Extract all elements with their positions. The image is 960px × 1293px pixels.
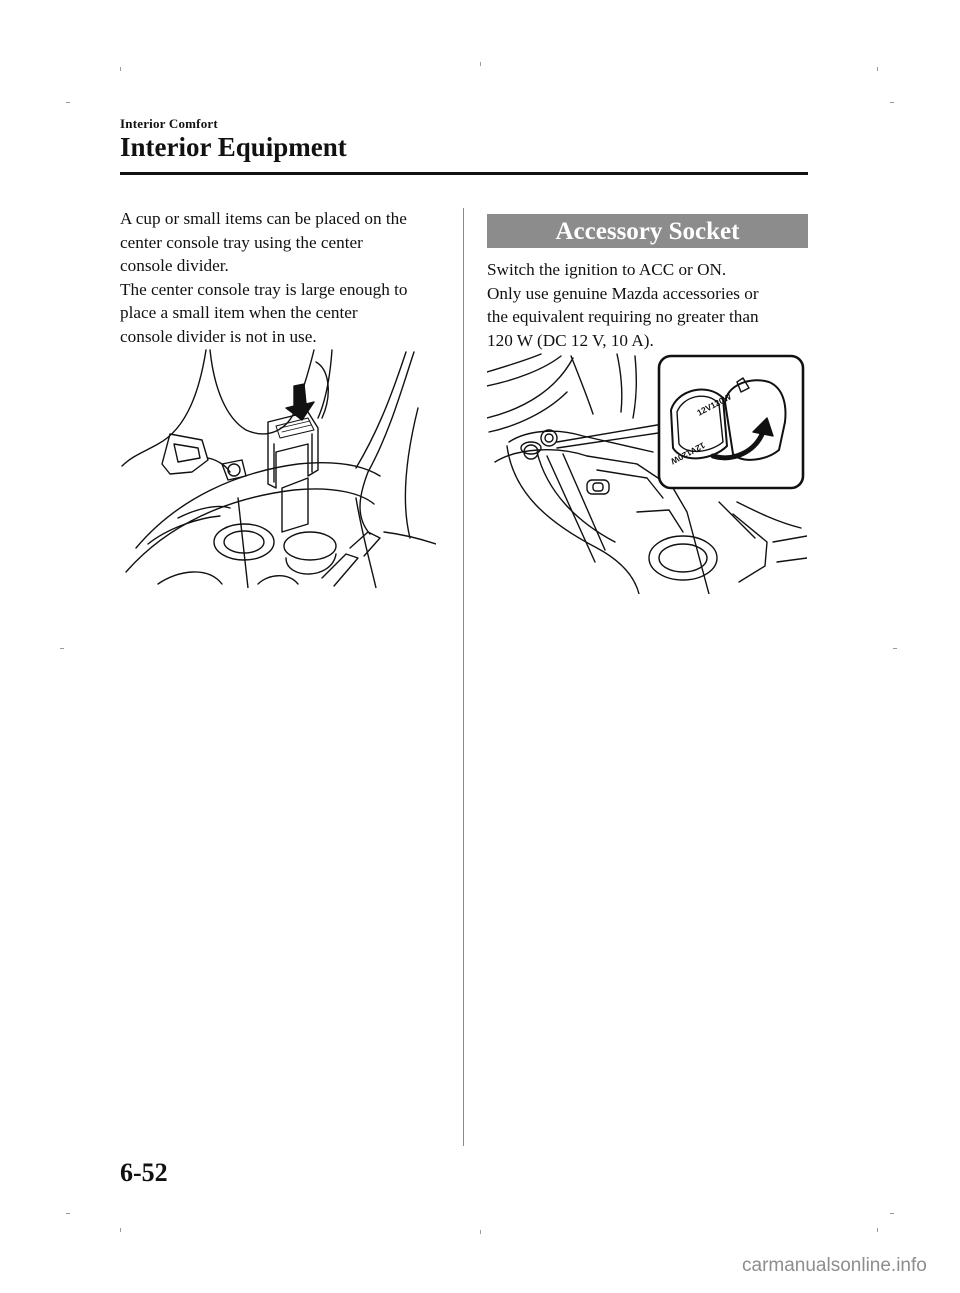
crop-mark [120, 1228, 121, 1232]
crop-mark [877, 67, 878, 71]
section-label: Interior Comfort [120, 116, 218, 131]
watermark: carmanualsonline.info [742, 1255, 927, 1276]
crop-mark [890, 1213, 894, 1214]
title-rule [120, 172, 808, 175]
accessory-socket-illustration [487, 352, 807, 594]
text-line: Switch the ignition to ACC or ON. [487, 260, 727, 279]
crop-mark [60, 648, 64, 649]
text-line: place a small item when the center [120, 303, 358, 323]
crop-mark [120, 67, 121, 71]
text-line: console divider. [120, 256, 229, 276]
text-line: the equivalent requiring no greater than [487, 307, 759, 327]
crop-mark [893, 648, 897, 649]
text-line: center console tray using the center [120, 232, 363, 252]
page-number: 6-52 [120, 1158, 168, 1187]
column-divider [463, 208, 464, 1146]
crop-mark [480, 1230, 481, 1234]
text-line: A cup or small items can be placed on the [120, 209, 407, 228]
accessory-socket-description [487, 258, 759, 352]
socket-rating-label: 12V120W [695, 391, 733, 418]
section-heading: Accessory Socket [487, 214, 808, 248]
text-line: console divider is not in use. [120, 326, 317, 346]
crop-mark [877, 1228, 878, 1232]
crop-mark [480, 62, 481, 66]
page-title: Interior Equipment [120, 132, 347, 162]
console-tray-description [120, 207, 407, 349]
crop-mark [66, 1213, 70, 1214]
crop-mark [66, 102, 70, 103]
text-line: Only use genuine Mazda accessories or [487, 283, 759, 303]
text-line: The center console tray is large enough to [120, 279, 408, 299]
crop-mark [890, 102, 894, 103]
text-line: 120 W (DC 12 V, 10 A). [487, 330, 654, 350]
socket-rating-label-inverted: 12V120W [669, 440, 707, 467]
console-divider-illustration [118, 348, 436, 588]
